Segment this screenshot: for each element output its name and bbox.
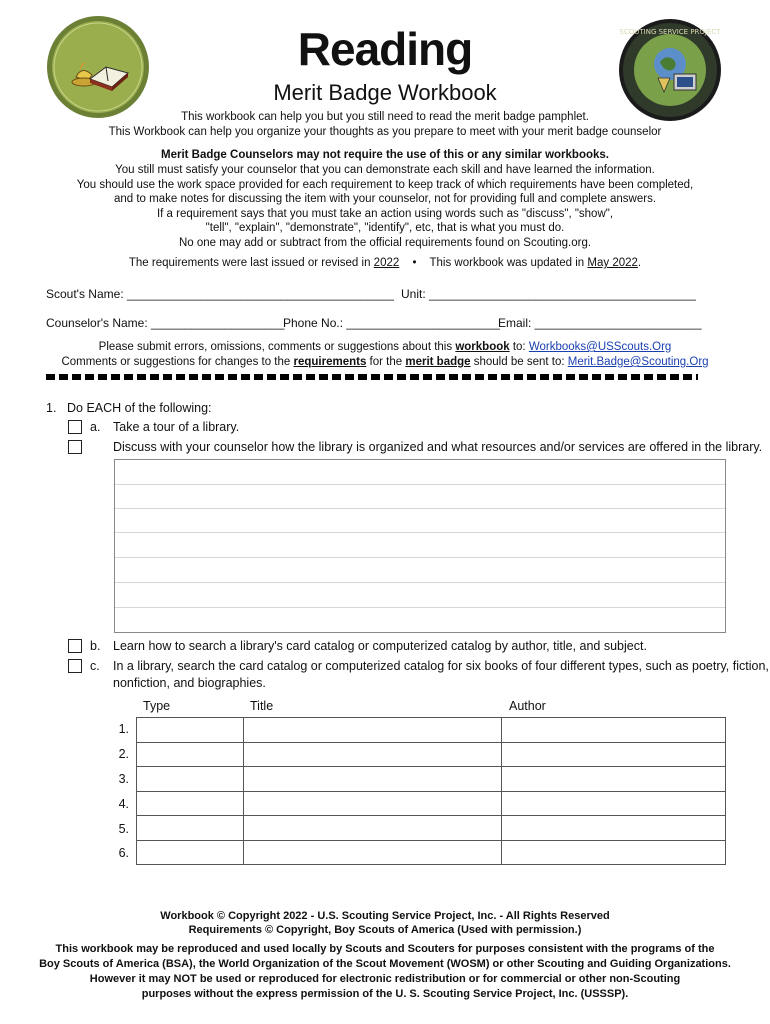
- contact2-for-the: for the: [369, 356, 403, 368]
- merit-badge-email-link[interactable]: Merit.Badge@Scouting.Org: [567, 356, 709, 368]
- author-cell[interactable]: [502, 791, 726, 816]
- req-1c-checkbox[interactable]: [68, 659, 82, 673]
- req-1b-text: Learn how to search a library's card catalog or computerized catalog by author, title, and subject.: [113, 639, 647, 653]
- type-cell[interactable]: [137, 840, 244, 865]
- req-1a-letter: a.: [90, 420, 101, 434]
- updated-prefix: This workbook was updated in: [429, 257, 585, 269]
- req-1b-letter: b.: [90, 639, 101, 653]
- footer-requirements-copyright: Requirements © Copyright, Boy Scouts of America (Used with permission.): [188, 924, 582, 936]
- scout-name-field[interactable]: Scout's Name: ________________________________________: [46, 287, 394, 301]
- req-1-text: Do EACH of the following:: [67, 401, 212, 415]
- intro-note-1: You still must satisfy your counselor that you can demonstrate each skill and have learned the information.: [115, 164, 655, 176]
- req-1a-text: Take a tour of a library.: [113, 420, 240, 434]
- email-field[interactable]: Email: _________________________: [498, 316, 702, 330]
- table-row: [137, 742, 726, 767]
- revised-prefix: The requirements were last issued or revised in: [128, 257, 371, 269]
- contact-prefix: Please submit errors, omissions, comments or suggestions about this: [98, 341, 453, 353]
- title-cell[interactable]: [244, 840, 502, 865]
- col-header-author: Author: [509, 699, 546, 713]
- type-cell[interactable]: [137, 816, 244, 841]
- requirements-word: requirements: [293, 356, 367, 368]
- req-1c-text-1: In a library, search the card catalog or computerized catalog for six books of four different types, such as poetry, fiction,: [113, 659, 769, 673]
- type-cell[interactable]: [137, 718, 244, 743]
- req-1-number: 1.: [46, 401, 57, 415]
- type-cell[interactable]: [137, 791, 244, 816]
- revised-year: 2022: [373, 257, 400, 269]
- bullet: •: [412, 257, 417, 269]
- author-cell[interactable]: [502, 840, 726, 865]
- updated-suffix: .: [637, 257, 642, 269]
- logo-ring-text: SCOUTING SERVICE PROJECT: [619, 28, 721, 36]
- author-cell[interactable]: [502, 718, 726, 743]
- author-cell[interactable]: [502, 767, 726, 792]
- title-cell[interactable]: [244, 791, 502, 816]
- author-cell[interactable]: [502, 816, 726, 841]
- contact-line-2: [0, 355, 770, 370]
- req-1a-discuss-text: Discuss with your counselor how the library is organized and what resources and/or services are offered in the library.: [113, 440, 763, 454]
- counselor-name-field[interactable]: Counselor's Name: ____________________: [46, 316, 285, 330]
- col-header-type: Type: [143, 699, 171, 713]
- table-row: [137, 767, 726, 792]
- workbooks-email-link[interactable]: Workbooks@USScouts.Org: [528, 341, 672, 353]
- unit-field[interactable]: Unit: ________________________________________: [401, 287, 696, 301]
- notes-line: [115, 582, 725, 583]
- row-number: 1.: [118, 722, 129, 736]
- footer-usage-1: This workbook may be reproduced and used locally by Scouts and Scouters for purposes consistent with the programs of the: [55, 943, 715, 955]
- page-subtitle: Merit Badge Workbook: [273, 80, 497, 105]
- title-cell[interactable]: [244, 816, 502, 841]
- row-number: 4.: [118, 797, 129, 811]
- contact-line-1: [0, 340, 770, 355]
- req-1a-discuss-checkbox[interactable]: [68, 440, 82, 454]
- author-cell[interactable]: [502, 742, 726, 767]
- intro-note-2: You should use the work space provided for each requirement to keep track of which requirements have been completed,: [76, 178, 694, 191]
- footer-copyright: Workbook © Copyright 2022 - U.S. Scouting Service Project, Inc. - All Rights Reserved: [160, 910, 610, 922]
- intro-note-5: "tell", "explain", "demonstrate", "identify", etc, that is what you must do.: [205, 222, 565, 234]
- notes-line: [115, 484, 725, 485]
- row-number: 6.: [118, 846, 129, 860]
- notes-line: [115, 607, 725, 608]
- contact-to: to:: [512, 341, 526, 353]
- req-1c-text-2: nonfiction, and biographies.: [113, 676, 266, 690]
- counselor-heading: Merit Badge Counselors may not require the use of this or any similar workbooks.: [161, 149, 609, 161]
- book-table: [136, 717, 726, 865]
- revision-line: [0, 256, 770, 271]
- merit-badge-word: merit badge: [405, 356, 471, 368]
- title-cell[interactable]: [244, 718, 502, 743]
- intro-note-6: No one may add or subtract from the official requirements found on Scouting.org.: [178, 236, 592, 249]
- intro-line-1: This workbook can help you but you still need to read the merit badge pamphlet.: [181, 111, 589, 123]
- title-cell[interactable]: [244, 767, 502, 792]
- intro-line-2: This Workbook can help you organize your thoughts as you prepare to meet with your merit badge counselor: [108, 126, 662, 138]
- notes-line: [115, 508, 725, 509]
- notes-box[interactable]: [114, 459, 726, 633]
- intro-note-4: If a requirement says that you must take an action using words such as "discuss", "show",: [156, 207, 614, 220]
- page-title: Reading: [297, 23, 473, 75]
- col-header-title: Title: [250, 699, 274, 713]
- table-row: [137, 791, 726, 816]
- table-row: [137, 816, 726, 841]
- table-row: [137, 718, 726, 743]
- row-number: 3.: [118, 772, 129, 786]
- req-1b-checkbox[interactable]: [68, 639, 82, 653]
- contact2-sent-to: should be sent to:: [473, 356, 565, 368]
- footer-usage-3: However it may NOT be used or reproduced for electronic redistribution or for commercial or other non-Scouting: [89, 973, 681, 985]
- req-1a-checkbox[interactable]: [68, 420, 82, 434]
- title-cell[interactable]: [244, 742, 502, 767]
- row-number: 2.: [118, 747, 129, 761]
- type-cell[interactable]: [137, 742, 244, 767]
- contact2-prefix: Comments or suggestions for changes to the: [61, 356, 291, 368]
- type-cell[interactable]: [137, 767, 244, 792]
- table-row: [137, 840, 726, 865]
- notes-line: [115, 532, 725, 533]
- notes-line: [115, 557, 725, 558]
- row-number: 5.: [118, 822, 129, 836]
- phone-field[interactable]: Phone No.: _______________________: [283, 316, 500, 330]
- footer-usage-4: purposes without the express permission of the U. S. Scouting Service Project, Inc. (USSSP).: [141, 988, 629, 1000]
- section-divider: [46, 374, 698, 380]
- workbook-word: workbook: [455, 341, 510, 353]
- updated-date: May 2022: [587, 257, 638, 269]
- intro-note-3: and to make notes for discussing the item with your counselor, not for providing full and complete answers.: [113, 193, 657, 205]
- req-1c-letter: c.: [90, 659, 100, 673]
- footer-usage-2: Boy Scouts of America (BSA), the World Organization of the Scout Movement (WOSM) or other Scouting and Guiding Organizations.: [39, 958, 731, 970]
